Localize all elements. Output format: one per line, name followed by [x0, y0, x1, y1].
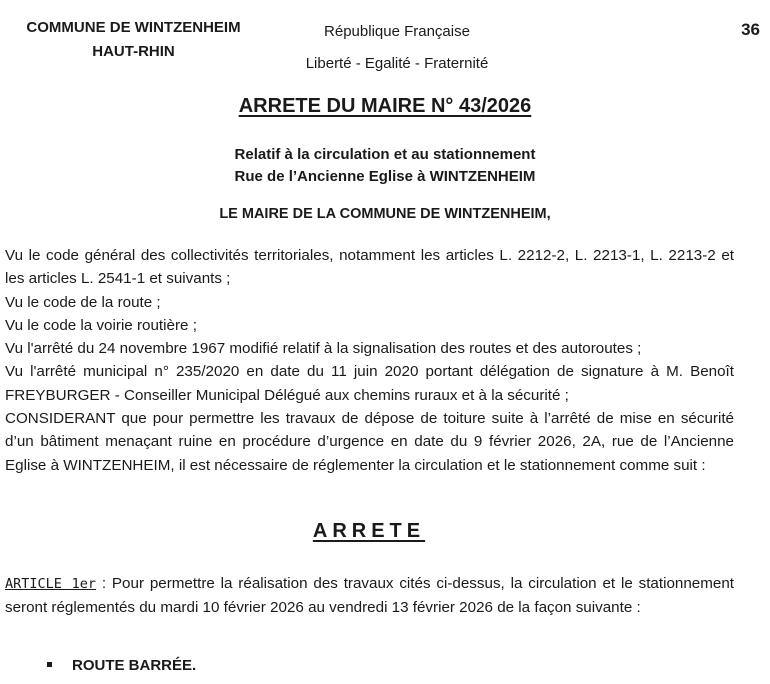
article-1 — [5, 572, 734, 620]
arrete-heading-block — [0, 520, 738, 543]
issuer-block — [6, 16, 261, 64]
commune-name: COMMUNE DE WINTZENHEIM — [26, 19, 241, 36]
maire-heading: LE MAIRE DE LA COMMUNE DE WINTZENHEIM, — [219, 206, 551, 222]
bullet-text: ROUTE BARRÉE. — [72, 657, 197, 674]
bullet-item — [47, 657, 196, 674]
subtitle-line-1: Relatif à la circulation et au stationnement — [234, 146, 536, 163]
arrete-title: ARRETE DU MAIRE N° 43/2026 — [238, 95, 532, 117]
bullet-square-icon — [47, 662, 52, 667]
departement-name: HAUT-RHIN — [92, 43, 175, 60]
page-number: 36 — [741, 20, 760, 39]
republic-block — [281, 16, 513, 80]
devise-text: Liberté - Egalité - Fraternité — [305, 55, 489, 72]
arrete-heading: ARRETE — [312, 520, 426, 542]
subtitle-block — [0, 144, 770, 188]
article-1-label: ARTICLE 1er — [5, 576, 97, 592]
visa-paragraph: Vu l'arrêté du 24 novembre 1967 modifié relatif à la signalisation des routes et des autoroutes ; — [5, 340, 642, 358]
visas-block — [5, 244, 734, 477]
visa-paragraph: Vu l'arrêté municipal n° 235/2020 en date du 11 juin 2020 portant délégation de signature à M. Benoît FREYBURGER - Conseiller Municipal Délégué aux chemins ruraux et à la sécurité ; — [5, 363, 734, 404]
visa-paragraph: Vu le code général des collectivités territoriales, notamment les articles L. 2212-2, L. 2213-1, L. 2213-2 et les articles L. 2541-1 et suivants ; — [5, 247, 734, 288]
subtitle-line-2: Rue de l’Ancienne Eglise à WINTZENHEIM — [234, 168, 536, 185]
considerant-paragraph: CONSIDERANT que pour permettre les travaux de dépose de toiture suite à l’arrêté de mise en sécurité d’un bâtiment menaçant ruine en procédure d’urgence en date du 9 février 2026, 2A, rue de l’Ancienne Eglise à WINTZENHEIM, il est nécessaire de réglementer la circulation et le stationnement comme suit : — [5, 410, 734, 474]
republique-text: République Française — [324, 23, 470, 40]
visa-paragraph: Vu le code la voirie routière ; — [5, 316, 197, 334]
article-1-text: : Pour permettre la réalisation des travaux cités ci-dessus, la circulation et le stationnement seront réglementés du mardi 10 février 2026 au vendredi 13 février 2026 de la façon suivante : — [5, 575, 735, 617]
visa-paragraph: Vu le code de la route ; — [5, 293, 161, 311]
arrete-title-block — [0, 95, 770, 118]
